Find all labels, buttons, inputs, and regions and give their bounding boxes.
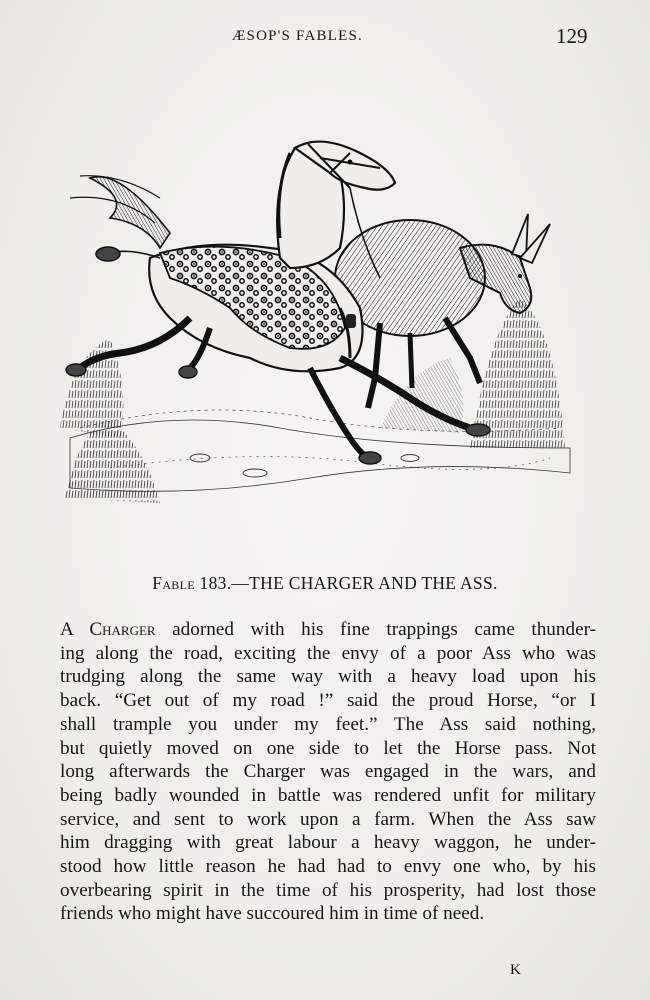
fable-label: Fable bbox=[152, 573, 195, 593]
text-line: service, and sent to work upon a farm. When the Ass saw bbox=[60, 808, 596, 830]
text-line: long afterwards the Charger was engaged in the wars, and bbox=[60, 761, 596, 783]
page-number: 129 bbox=[556, 24, 588, 48]
fable-title bbox=[0, 573, 650, 594]
text-line: trudging along the same way with a heavy load upon his bbox=[60, 666, 596, 688]
text-line: him dragging with great labour a heavy waggon, he under- bbox=[60, 832, 596, 854]
text-line: back. “Get out of my road !” said the proud Horse, “or I bbox=[60, 690, 596, 712]
first-line-rest: adorned with his fine trappings came thunder- bbox=[155, 619, 596, 640]
running-title: ÆSOP'S FABLES. bbox=[232, 28, 363, 44]
text-line: stood how little reason he had had to envy one who, by his bbox=[60, 856, 596, 878]
charger-smallcaps: Charger bbox=[89, 619, 156, 640]
running-head bbox=[0, 24, 650, 50]
text-line: being badly wounded in battle was rendered unfit for military bbox=[60, 784, 596, 806]
text-line: but quietly moved on one side to let the Horse pass. Not bbox=[60, 737, 596, 759]
first-word: A bbox=[60, 619, 90, 640]
fable-text bbox=[60, 618, 596, 926]
text-line: shall trample you under my feet.” The Ass said nothing, bbox=[60, 713, 596, 735]
text-line: overbearing spirit in the time of his prosperity, had lost those bbox=[60, 879, 596, 901]
fable-number-title: 183.—THE CHARGER AND THE ASS. bbox=[194, 573, 498, 593]
text-line-last: friends who might have succoured him in time of need. bbox=[60, 903, 485, 925]
signature-mark: K bbox=[510, 962, 521, 978]
engraving-charger-and-ass bbox=[50, 128, 572, 508]
text-line: ing along the road, exciting the envy of a poor Ass who was bbox=[60, 642, 596, 664]
text-line bbox=[60, 618, 596, 642]
